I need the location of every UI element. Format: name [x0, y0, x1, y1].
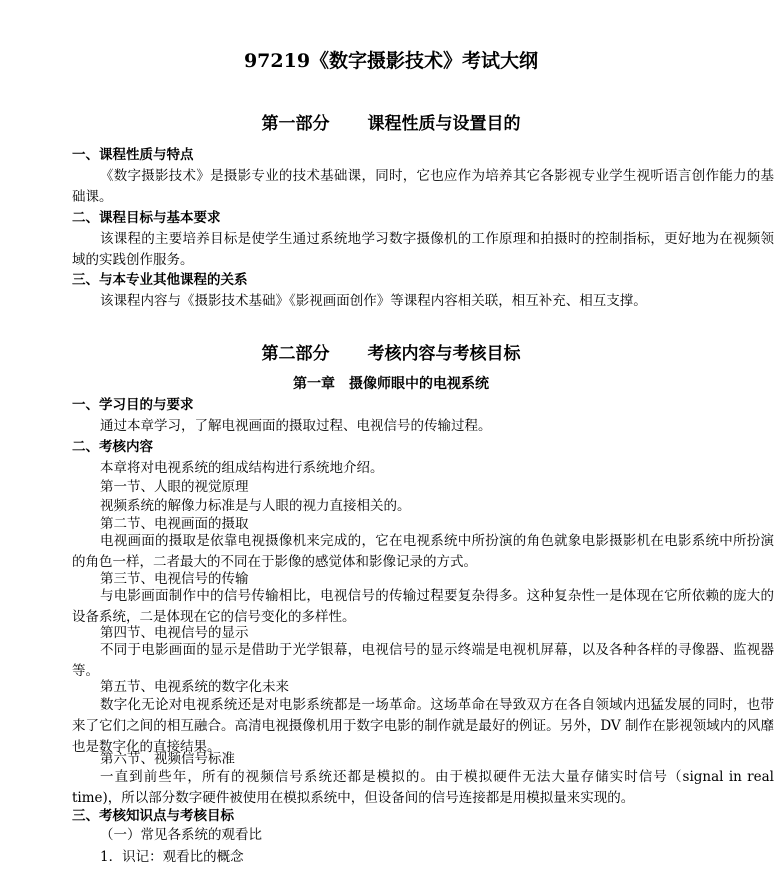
paragraph: 不同于电影画面的显示是借助于光学银幕，电视信号的显示终端是电视机屏幕，以及各种各样的寻像器、监视器等。	[72, 642, 774, 679]
chapter-title: 摄像师眼中的电视系统	[349, 376, 489, 392]
list-item: （一）常见各系统的观看比	[100, 827, 262, 843]
subsection-title: 第五节、电视系统的数字化未来	[100, 679, 289, 695]
paragraph: 通过本章学习，了解电视画面的摄取过程、电视信号的传输过程。	[100, 418, 492, 434]
paragraph: 一直到前些年，所有的视频信号系统还都是模拟的。由于模拟硬件无法大量存储实时信号（signal in real time)，所以部分数字硬件被使用在模拟系统中，但设备间的信号连接都是用模拟量来实现的。	[72, 769, 774, 806]
subsection-title: 第四节、电视信号的显示	[100, 625, 249, 641]
subsection-title: 第一节、人眼的视觉原理	[100, 479, 249, 495]
chapter-heading	[0, 374, 782, 395]
section-heading: 二、课程目标与基本要求	[72, 210, 221, 226]
section-heading: 二、考核内容	[72, 439, 153, 455]
paragraph: 《数字摄影技术》是摄影专业的技术基础课，同时，它也应作为培养其它各影视专业学生视听语言创作能力的基础课。	[72, 168, 774, 205]
part2-heading-number: 第二部分	[261, 344, 330, 364]
subsection-title: 第二节、电视画面的摄取	[100, 516, 249, 532]
paragraph: 本章将对电视系统的组成结构进行系统地介绍。	[100, 460, 384, 476]
subsection-title: 第三节、电视信号的传输	[100, 571, 249, 587]
subsection-title: 第六节、视频信号标准	[100, 751, 235, 767]
part1-heading	[0, 112, 782, 136]
paragraph: 视频系统的解像力标准是与人眼的视力直接相关的。	[100, 498, 411, 514]
part1-heading-text: 课程性质与设置目的	[367, 114, 521, 134]
section-heading: 三、考核知识点与考核目标	[72, 808, 234, 824]
section-heading: 一、课程性质与特点	[72, 147, 194, 163]
chapter-number: 第一章	[293, 376, 335, 392]
part2-heading	[0, 342, 782, 366]
part2-heading-text: 考核内容与考核目标	[367, 344, 521, 364]
paragraph: 电视画面的摄取是依靠电视摄像机来完成的，它在电视系统中所扮演的角色就象电影摄影机在电影系统中所扮演的角色一样，二者最大的不同在于影像的感觉体和影像记录的方式。	[72, 533, 774, 570]
list-item: 1．识记：观看比的概念	[100, 849, 244, 865]
document-title: 97219《数字摄影技术》考试大纲	[243, 50, 539, 72]
paragraph: 该课程的主要培养目标是使学生通过系统地学习数字摄像机的工作原理和拍摄时的控制指标，更好地为在视频领域的实践创作服务。	[72, 231, 774, 268]
paragraph: 数字化无论对电视系统还是对电影系统都是一场革命。这场革命在导致双方在各自领域内迅猛发展的同时，也带来了它们之间的相互融合。高清电视摄像机用于数字电影的制作就是最好的例证。另外，DV 制作在影视领域内的风靡也是数字化的直接结果。	[72, 697, 774, 755]
paragraph: 该课程内容与《摄影技术基础》《影视画面创作》等课程内容相关联，相互补充、相互支撑。	[100, 293, 647, 309]
part1-heading-number: 第一部分	[261, 114, 330, 134]
section-heading: 三、与本专业其他课程的关系	[72, 272, 248, 288]
section-heading: 一、学习目的与要求	[72, 397, 194, 413]
paragraph: 与电影画面制作中的信号传输相比，电视信号的传输过程要复杂得多。这种复杂性一是体现在它所依赖的庞大的设备系统，二是体现在它的信号变化的多样性。	[72, 588, 774, 625]
